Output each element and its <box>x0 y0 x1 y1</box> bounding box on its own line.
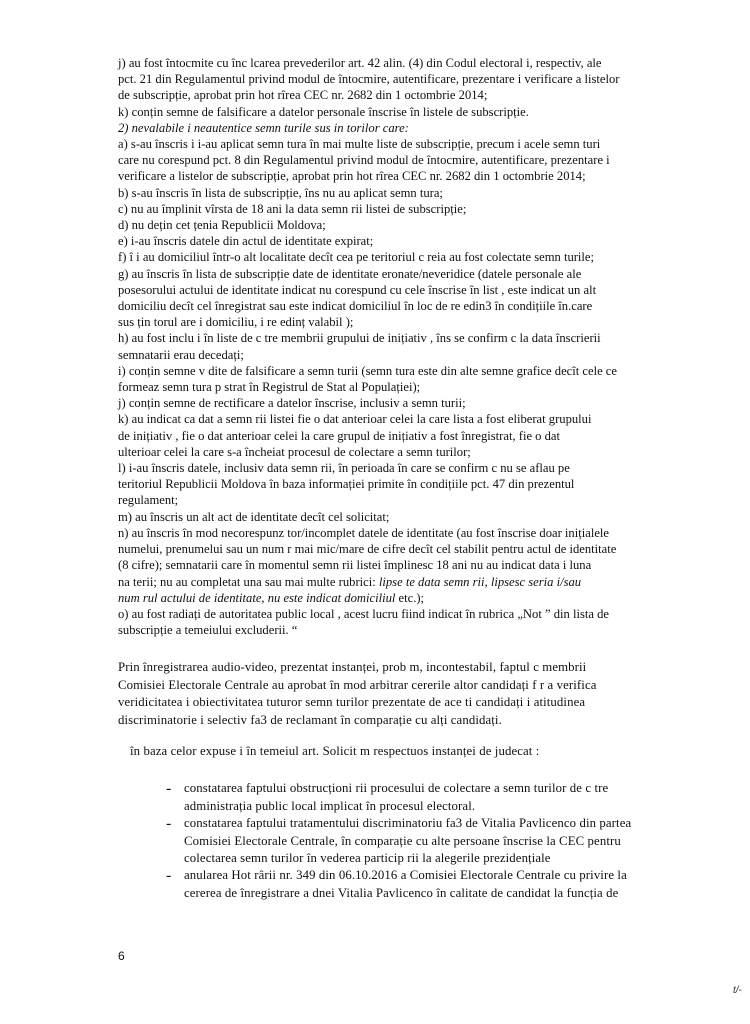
list-line: pct. 21 din Regulamentul privind modul de întocmire, autentificare, prezentare i verificare a listelor <box>118 72 620 87</box>
list-line: (8 cifre); semnatarii care în momentul semn rii listei împlinesc 18 ani nu au indicat data i luna <box>118 558 592 573</box>
list-line: posesorului actului de identitate indicat nu corespund cu cele înscrise în list , este indicat un alt <box>118 282 597 297</box>
paragraph-line: Prin înregistrarea audio-video, prezentat instanței, prob m, incontestabil, faptul c membrii <box>118 660 587 675</box>
list-line: j) conțin semne de rectificare a datelor înscrise, inclusiv a semn turii; <box>118 396 466 411</box>
list-line: ulterioar celei la care s-a încheiat procesul de colectare a semn turilor; <box>118 444 471 459</box>
list-line: o) au fost radiați de autoritatea public local , acest lucru fiind indicat în rubrica „Not ” din lista de <box>118 606 609 621</box>
request-line: Comisiei Electorale Centrale, în comparație cu alte persoane înscrise la CEC pentru <box>184 833 621 848</box>
list-line: verificare a listelor de subscripție, aprobat prin hot rîrea CEC nr. 2682 din 1 octombrie 2014; <box>118 169 586 184</box>
list-line: g) au înscris în lista de subscripție date de identitate eronate/neveridice (datele personale ale <box>118 266 582 281</box>
list-line: domiciliu decît cel înregistrat sau este indicat domiciliul în loc de re edin3 în condițiile în.care <box>118 299 593 314</box>
request-item <box>118 780 718 815</box>
list-line: h) au fost inclu i în liste de c tre membrii grupului de inițiativ , îns se confirm c la data înscrierii <box>118 331 601 346</box>
bullet-dash: - <box>166 815 172 833</box>
request-line: constatarea faptului tratamentului discriminatoriu fa3 de Vitalia Pavlicenco din partea <box>184 816 632 831</box>
invalid-signatures-list <box>118 55 718 638</box>
list-line: l) i-au înscris datele, inclusiv data semn rii, în perioada în care se confirm c nu se aflau pe <box>118 461 570 476</box>
list-line: b) s-au înscris în lista de subscripție, îns nu au aplicat semn tura; <box>118 185 443 200</box>
list-line: a) s-au înscris i i-au aplicat semn tura în mai multe liste de subscripție, precum i acele semn turi <box>118 137 601 152</box>
list-line: f) î i au domiciliul într-o alt localitate decît cea pe teritoriul c reia au fost colectate semn turile; <box>118 250 595 265</box>
list-line: k) au indicat ca dat a semn rii listei fie o dat anterioar celei la care lista a fost eliberat grupului <box>118 412 592 427</box>
list-line: sus țin torul are i domiciliu, i re edinț valabil ); <box>118 315 354 330</box>
request-line: constatarea faptului obstrucționi rii procesului de colectare a semn turilor de c tre <box>184 781 609 796</box>
request-line: administrația public local implicat în procesul electoral. <box>184 798 476 813</box>
request-line: colectarea semn turilor în vederea particip rii la alegerile prezidențiale <box>184 850 551 865</box>
corner-handwritten-mark: t/- <box>733 985 742 996</box>
request-line: cererea de înregistrare a dnei Vitalia Pavlicenco în calitate de candidat la funcția de <box>184 885 619 900</box>
page-number: 6 <box>118 949 125 963</box>
list-line: care nu corespund pct. 8 din Regulamentul privind modul de întocmire, autentificare, prezentare i <box>118 153 610 168</box>
list-line: c) nu au împlinit vîrsta de 18 ani la data semn rii listei de subscripție; <box>118 201 467 216</box>
request-item <box>118 815 718 867</box>
list-line: m) au înscris un alt act de identitate decît cel solicitat; <box>118 509 390 524</box>
paragraph-line: discriminatorie i selectiv fa3 de reclamant în comparație cu alți candidați. <box>118 712 502 727</box>
list-line: e) i-au înscris datele din actul de identitate expirat; <box>118 234 374 249</box>
list-line: n) au înscris în mod necorespunz tor/incomplet datele de identitate (au fost înscrise doar inițialele <box>118 525 609 540</box>
list-line: teritoriul Republicii Moldova în baza informației primite în condițiile pct. 47 din prezentul <box>118 477 575 492</box>
list-line: d) nu dețin cet țenia Republicii Moldova; <box>118 218 326 233</box>
list-line: i) conțin semne v dite de falsificare a semn turii (semn tura este din alte semne grafice decît cele ce <box>118 363 617 378</box>
list-line: regulament; <box>118 493 179 508</box>
paragraph-line: veridicitatea i obiectivitatea tuturor semn turilor prezentate de ace ti candidați i atitudinea <box>118 695 586 710</box>
list-line: 2) nevalabile i neautentice semn turile sus in torilor care: <box>118 120 409 135</box>
request-line: anularea Hot rârii nr. 349 din 06.10.2016 a Comisiei Electorale Centrale cu privire la <box>184 868 627 883</box>
list-line: semnatarii erau decedați; <box>118 347 244 362</box>
bullet-dash: - <box>166 780 172 798</box>
paragraph-line: Comisiei Electorale Centrale au aprobat în mod arbitrar cererile altor candidați f r a verifica <box>118 677 597 692</box>
document-body <box>118 55 718 902</box>
bullet-dash: - <box>166 867 172 885</box>
list-line: j) au fost întocmite cu înc lcarea prevederilor art. 42 alin. (4) din Codul electoral i, respectiv, ale <box>118 56 602 70</box>
argument-paragraph <box>118 659 718 729</box>
list-line: formeaz semn tura p strat în Registrul de Stat al Populației); <box>118 380 421 395</box>
list-line: de inițiativ , fie o dat anterioar celei la care grupul de inițiativ a fost înregistrat, fie o dat <box>118 428 561 443</box>
list-line: na terii; nu au completat una sau mai multe rubrici: lipse te data semn rii, lipsesc seria i/sau <box>118 574 582 589</box>
basis-line: în baza celor expuse i în temeiul art. Solicit m respectuos instanței de judecat : <box>130 743 540 758</box>
list-line: numelui, prenumelui sau un num r mai mic/mare de cifre decît cel stabilit pentru actul de identitate <box>118 542 617 557</box>
requests-list <box>118 780 718 902</box>
list-line: subscripție a temeiului excluderii. “ <box>118 623 298 638</box>
list-line: num rul actului de identitate, nu este indicat domiciliul etc.); <box>118 590 425 605</box>
request-item <box>118 867 718 902</box>
list-line: de subscripție, aprobat prin hot rîrea CEC nr. 2682 din 1 octombrie 2014; <box>118 88 488 103</box>
list-line: k) conțin semne de falsificare a datelor personale înscrise în listele de subscripție. <box>118 104 529 119</box>
